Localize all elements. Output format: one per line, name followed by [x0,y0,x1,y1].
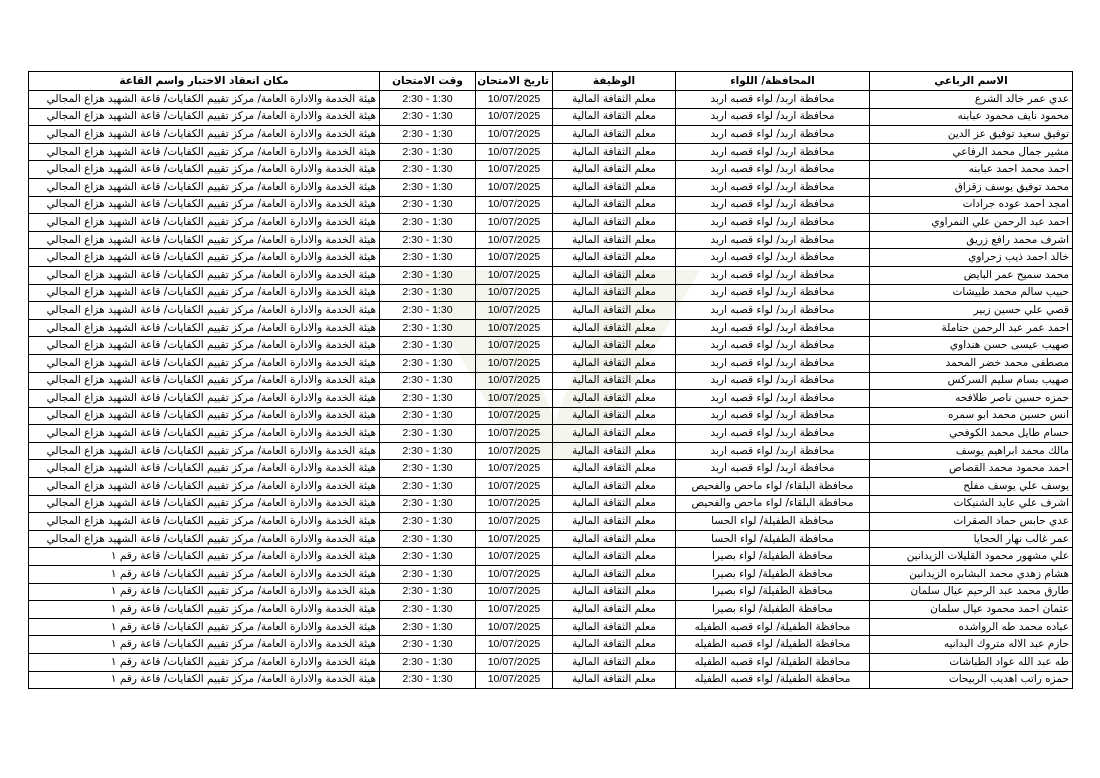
cell-name: مالك محمد ابراهيم يوسف [870,442,1073,460]
cell-date: 10/07/2025 [476,337,553,355]
table-row [29,214,1073,232]
table-row [29,354,1073,372]
table-row [29,548,1073,566]
cell-place: هيئة الخدمة والادارة العامة/ مركز تقييم الكفايات/ قاعة الشهيد هزاع المجالي [29,143,380,161]
cell-time: 2:30 - 1:30 [380,566,476,584]
cell-time: 2:30 - 1:30 [380,513,476,531]
cell-time: 2:30 - 1:30 [380,214,476,232]
cell-job: معلم الثقافة المالية [553,618,676,636]
cell-governorate: محافظة اربد/ لواء قصبه اربد [676,249,870,267]
cell-job: معلم الثقافة المالية [553,478,676,496]
cell-governorate: محافظة اربد/ لواء قصبه اربد [676,390,870,408]
cell-job: معلم الثقافة المالية [553,654,676,672]
table-row [29,249,1073,267]
cell-date: 10/07/2025 [476,284,553,302]
cell-time: 2:30 - 1:30 [380,337,476,355]
cell-name: محمد توفيق يوسف زقزاق [870,178,1073,196]
cell-date: 10/07/2025 [476,654,553,672]
cell-name: صهيب بسام سليم السركس [870,372,1073,390]
cell-time: 2:30 - 1:30 [380,178,476,196]
cell-name: حازم عبد الاله متروك البدانيه [870,636,1073,654]
table-row [29,302,1073,320]
cell-place: هيئة الخدمة والادارة العامة/ مركز تقييم الكفايات/ قاعة الشهيد هزاع المجالي [29,178,380,196]
cell-date: 10/07/2025 [476,425,553,443]
cell-name: احمد محمود محمد القصاص [870,460,1073,478]
exam-schedule-table [28,71,1073,689]
cell-governorate: محافظة اربد/ لواء قصبه اربد [676,442,870,460]
cell-job: معلم الثقافة المالية [553,548,676,566]
cell-date: 10/07/2025 [476,143,553,161]
cell-time: 2:30 - 1:30 [380,143,476,161]
cell-name: مصطفى محمد خضر المحمد [870,354,1073,372]
cell-time: 2:30 - 1:30 [380,249,476,267]
cell-place: هيئة الخدمة والادارة العامة/ مركز تقييم الكفايات/ قاعة الشهيد هزاع المجالي [29,390,380,408]
cell-governorate: محافظة اربد/ لواء قصبه اربد [676,354,870,372]
cell-place: هيئة الخدمة والادارة العامة/ مركز تقييم الكفايات/ قاعة الشهيد هزاع المجالي [29,249,380,267]
cell-place: هيئة الخدمة والادارة العامة/ مركز تقييم الكفايات/ قاعة الشهيد هزاع المجالي [29,214,380,232]
header-job: الوظيفة [553,72,676,91]
table-row [29,654,1073,672]
header-date: تاريخ الامتحان [476,72,553,91]
table-row [29,478,1073,496]
table-row [29,460,1073,478]
table-row [29,513,1073,531]
cell-governorate: محافظة اربد/ لواء قصبه اربد [676,161,870,179]
cell-job: معلم الثقافة المالية [553,442,676,460]
cell-job: معلم الثقافة المالية [553,460,676,478]
cell-place: هيئة الخدمة والادارة العامة/ مركز تقييم الكفايات/ قاعة رقم ١ [29,671,380,689]
cell-place: هيئة الخدمة والادارة العامة/ مركز تقييم الكفايات/ قاعة الشهيد هزاع المجالي [29,302,380,320]
cell-place: هيئة الخدمة والادارة العامة/ مركز تقييم الكفايات/ قاعة الشهيد هزاع المجالي [29,319,380,337]
cell-governorate: محافظة اربد/ لواء قصبه اربد [676,407,870,425]
cell-name: احمد عبد الرحمن علي النمراوي [870,214,1073,232]
cell-governorate: محافظة الطفيلة/ لواء الحسا [676,530,870,548]
cell-date: 10/07/2025 [476,249,553,267]
cell-job: معلم الثقافة المالية [553,249,676,267]
cell-place: هيئة الخدمة والادارة العامة/ مركز تقييم الكفايات/ قاعة الشهيد هزاع المجالي [29,460,380,478]
cell-time: 2:30 - 1:30 [380,284,476,302]
cell-time: 2:30 - 1:30 [380,495,476,513]
cell-governorate: محافظة اربد/ لواء قصبه اربد [676,425,870,443]
cell-name: حمزه حسين ناصر طلافحه [870,390,1073,408]
cell-time: 2:30 - 1:30 [380,671,476,689]
cell-date: 10/07/2025 [476,636,553,654]
cell-time: 2:30 - 1:30 [380,91,476,109]
cell-job: معلم الثقافة المالية [553,513,676,531]
table-row [29,583,1073,601]
cell-time: 2:30 - 1:30 [380,302,476,320]
cell-date: 10/07/2025 [476,196,553,214]
cell-place: هيئة الخدمة والادارة العامة/ مركز تقييم الكفايات/ قاعة الشهيد هزاع المجالي [29,513,380,531]
cell-time: 2:30 - 1:30 [380,196,476,214]
cell-time: 2:30 - 1:30 [380,601,476,619]
table-row [29,530,1073,548]
cell-name: حمزه راتب اهديب الربيحات [870,671,1073,689]
cell-governorate: محافظة اربد/ لواء قصبه اربد [676,319,870,337]
cell-job: معلم الثقافة المالية [553,231,676,249]
cell-job: معلم الثقافة المالية [553,108,676,126]
cell-date: 10/07/2025 [476,178,553,196]
cell-place: هيئة الخدمة والادارة العامة/ مركز تقييم الكفايات/ قاعة رقم ١ [29,654,380,672]
cell-place: هيئة الخدمة والادارة العامة/ مركز تقييم الكفايات/ قاعة الشهيد هزاع المجالي [29,407,380,425]
cell-time: 2:30 - 1:30 [380,530,476,548]
table-row [29,108,1073,126]
cell-place: هيئة الخدمة والادارة العامة/ مركز تقييم الكفايات/ قاعة الشهيد هزاع المجالي [29,126,380,144]
cell-name: محمود نايف محمود عبابنه [870,108,1073,126]
cell-date: 10/07/2025 [476,126,553,144]
cell-governorate: محافظة الطفيلة/ لواء قصبه الطفيله [676,654,870,672]
cell-place: هيئة الخدمة والادارة العامة/ مركز تقييم الكفايات/ قاعة الشهيد هزاع المجالي [29,231,380,249]
cell-name: حبيب سالم محمد طبيشات [870,284,1073,302]
cell-governorate: محافظة اربد/ لواء قصبه اربد [676,196,870,214]
cell-time: 2:30 - 1:30 [380,460,476,478]
cell-job: معلم الثقافة المالية [553,214,676,232]
cell-place: هيئة الخدمة والادارة العامة/ مركز تقييم الكفايات/ قاعة الشهيد هزاع المجالي [29,372,380,390]
cell-place: هيئة الخدمة والادارة العامة/ مركز تقييم الكفايات/ قاعة رقم ١ [29,636,380,654]
cell-place: هيئة الخدمة والادارة العامة/ مركز تقييم الكفايات/ قاعة رقم ١ [29,583,380,601]
cell-place: هيئة الخدمة والادارة العامة/ مركز تقييم الكفايات/ قاعة الشهيد هزاع المجالي [29,530,380,548]
cell-job: معلم الثقافة المالية [553,91,676,109]
table-row [29,266,1073,284]
cell-name: علي مشهور محمود القليلات الزيدانين [870,548,1073,566]
cell-governorate: محافظة اربد/ لواء قصبه اربد [676,460,870,478]
cell-date: 10/07/2025 [476,548,553,566]
cell-job: معلم الثقافة المالية [553,196,676,214]
cell-governorate: محافظة اربد/ لواء قصبه اربد [676,126,870,144]
cell-date: 10/07/2025 [476,354,553,372]
cell-job: معلم الثقافة المالية [553,636,676,654]
cell-governorate: محافظة الطفيلة/ لواء بصيرا [676,601,870,619]
table-row [29,618,1073,636]
table-row [29,196,1073,214]
cell-date: 10/07/2025 [476,495,553,513]
cell-time: 2:30 - 1:30 [380,319,476,337]
cell-time: 2:30 - 1:30 [380,126,476,144]
cell-job: معلم الثقافة المالية [553,425,676,443]
table-row [29,143,1073,161]
table-row [29,126,1073,144]
cell-place: هيئة الخدمة والادارة العامة/ مركز تقييم الكفايات/ قاعة الشهيد هزاع المجالي [29,108,380,126]
table-row [29,319,1073,337]
cell-job: معلم الثقافة المالية [553,407,676,425]
header-name: الاسم الرباعي [870,72,1073,91]
cell-place: هيئة الخدمة والادارة العامة/ مركز تقييم الكفايات/ قاعة الشهيد هزاع المجالي [29,425,380,443]
cell-place: هيئة الخدمة والادارة العامة/ مركز تقييم الكفايات/ قاعة رقم ١ [29,566,380,584]
cell-time: 2:30 - 1:30 [380,618,476,636]
cell-place: هيئة الخدمة والادارة العامة/ مركز تقييم الكفايات/ قاعة الشهيد هزاع المجالي [29,196,380,214]
cell-governorate: محافظة اربد/ لواء قصبه اربد [676,337,870,355]
cell-time: 2:30 - 1:30 [380,108,476,126]
cell-job: معلم الثقافة المالية [553,126,676,144]
table-row [29,407,1073,425]
cell-place: هيئة الخدمة والادارة العامة/ مركز تقييم الكفايات/ قاعة الشهيد هزاع المجالي [29,284,380,302]
cell-name: محمد سميح عمر البايض [870,266,1073,284]
cell-time: 2:30 - 1:30 [380,548,476,566]
cell-job: معلم الثقافة المالية [553,583,676,601]
cell-place: هيئة الخدمة والادارة العامة/ مركز تقييم الكفايات/ قاعة الشهيد هزاع المجالي [29,495,380,513]
cell-time: 2:30 - 1:30 [380,354,476,372]
cell-job: معلم الثقافة المالية [553,319,676,337]
cell-job: معلم الثقافة المالية [553,302,676,320]
cell-place: هيئة الخدمة والادارة العامة/ مركز تقييم الكفايات/ قاعة الشهيد هزاع المجالي [29,478,380,496]
cell-time: 2:30 - 1:30 [380,231,476,249]
cell-governorate: محافظة اربد/ لواء قصبه اربد [676,178,870,196]
cell-name: توفيق سعيد توفيق عز الدين [870,126,1073,144]
cell-date: 10/07/2025 [476,566,553,584]
cell-date: 10/07/2025 [476,161,553,179]
cell-governorate: محافظة اربد/ لواء قصبه اربد [676,284,870,302]
cell-name: خالد احمد ذيب زحراوي [870,249,1073,267]
table-row [29,390,1073,408]
table-row [29,442,1073,460]
cell-date: 10/07/2025 [476,460,553,478]
cell-place: هيئة الخدمة والادارة العامة/ مركز تقييم الكفايات/ قاعة الشهيد هزاع المجالي [29,354,380,372]
cell-governorate: محافظة الطفيلة/ لواء قصبه الطفيله [676,636,870,654]
cell-governorate: محافظة اربد/ لواء قصبه اربد [676,231,870,249]
cell-job: معلم الثقافة المالية [553,266,676,284]
table-body [29,91,1073,689]
cell-place: هيئة الخدمة والادارة العامة/ مركز تقييم الكفايات/ قاعة رقم ١ [29,548,380,566]
cell-date: 10/07/2025 [476,372,553,390]
cell-governorate: محافظة اربد/ لواء قصبه اربد [676,372,870,390]
cell-name: يوسف علي يوسف مفلح [870,478,1073,496]
cell-job: معلم الثقافة المالية [553,495,676,513]
cell-time: 2:30 - 1:30 [380,425,476,443]
header-governorate: المحافظة/ اللواء [676,72,870,91]
cell-name: مشير جمال محمد الرفاعي [870,143,1073,161]
cell-date: 10/07/2025 [476,407,553,425]
cell-date: 10/07/2025 [476,478,553,496]
cell-name: عدي عمر خالد الشرع [870,91,1073,109]
table-row [29,425,1073,443]
cell-governorate: محافظة اربد/ لواء قصبه اربد [676,108,870,126]
cell-job: معلم الثقافة المالية [553,566,676,584]
cell-job: معلم الثقافة المالية [553,601,676,619]
cell-place: هيئة الخدمة والادارة العامة/ مركز تقييم الكفايات/ قاعة رقم ١ [29,601,380,619]
cell-governorate: محافظة اربد/ لواء قصبه اربد [676,266,870,284]
cell-date: 10/07/2025 [476,266,553,284]
cell-job: معلم الثقافة المالية [553,143,676,161]
cell-name: قصي علي حسين زبير [870,302,1073,320]
table-row [29,178,1073,196]
cell-place: هيئة الخدمة والادارة العامة/ مركز تقييم الكفايات/ قاعة رقم ١ [29,618,380,636]
cell-governorate: محافظة اربد/ لواء قصبه اربد [676,143,870,161]
table-row [29,671,1073,689]
cell-date: 10/07/2025 [476,601,553,619]
cell-name: طه عبد الله عواد الطباشات [870,654,1073,672]
cell-date: 10/07/2025 [476,108,553,126]
cell-governorate: محافظة الطفيلة/ لواء قصبه الطفيله [676,618,870,636]
cell-place: هيئة الخدمة والادارة العامة/ مركز تقييم الكفايات/ قاعة الشهيد هزاع المجالي [29,337,380,355]
cell-name: طارق محمد عبد الرحيم عيال سلمان [870,583,1073,601]
cell-name: احمد عمر عبد الرحمن حتاملة [870,319,1073,337]
cell-name: عثمان احمد محمود عيال سلمان [870,601,1073,619]
table-row [29,495,1073,513]
table-row [29,161,1073,179]
cell-time: 2:30 - 1:30 [380,478,476,496]
cell-job: معلم الثقافة المالية [553,284,676,302]
cell-governorate: محافظة الطفيلة/ لواء الحسا [676,513,870,531]
cell-time: 2:30 - 1:30 [380,583,476,601]
cell-job: معلم الثقافة المالية [553,161,676,179]
cell-name: عباده محمد طه الرواشده [870,618,1073,636]
cell-date: 10/07/2025 [476,231,553,249]
cell-time: 2:30 - 1:30 [380,654,476,672]
cell-name: امجد احمد عوده جرادات [870,196,1073,214]
table-row [29,231,1073,249]
cell-governorate: محافظة الطفيلة/ لواء بصيرا [676,566,870,584]
table-row [29,636,1073,654]
cell-time: 2:30 - 1:30 [380,390,476,408]
cell-date: 10/07/2025 [476,530,553,548]
table-row [29,91,1073,109]
cell-job: معلم الثقافة المالية [553,390,676,408]
cell-job: معلم الثقافة المالية [553,178,676,196]
table-row [29,337,1073,355]
cell-name: صهيب عيسى حسن هنداوي [870,337,1073,355]
cell-time: 2:30 - 1:30 [380,372,476,390]
header-time: وقت الامتحان [380,72,476,91]
cell-date: 10/07/2025 [476,671,553,689]
cell-date: 10/07/2025 [476,513,553,531]
cell-governorate: محافظة الطفيلة/ لواء بصيرا [676,548,870,566]
cell-job: معلم الثقافة المالية [553,354,676,372]
cell-name: اشرف علي عايد الشنيكات [870,495,1073,513]
cell-name: اشرف محمد رافع زريق [870,231,1073,249]
cell-governorate: محافظة البلقاء/ لواء ماحص والفحيص [676,478,870,496]
cell-date: 10/07/2025 [476,302,553,320]
cell-governorate: محافظة اربد/ لواء قصبه اربد [676,214,870,232]
cell-name: هشام زهدي محمد البشابره الزيدانين [870,566,1073,584]
table-row [29,372,1073,390]
table-header-row [29,72,1073,91]
cell-date: 10/07/2025 [476,390,553,408]
cell-job: معلم الثقافة المالية [553,337,676,355]
cell-name: انس حسين محمد ابو سمره [870,407,1073,425]
cell-place: هيئة الخدمة والادارة العامة/ مركز تقييم الكفايات/ قاعة الشهيد هزاع المجالي [29,161,380,179]
table-row [29,566,1073,584]
cell-date: 10/07/2025 [476,442,553,460]
cell-governorate: محافظة البلقاء/ لواء ماحص والفحيص [676,495,870,513]
cell-date: 10/07/2025 [476,583,553,601]
cell-name: حسام طايل محمد الكوفحي [870,425,1073,443]
cell-date: 10/07/2025 [476,319,553,337]
cell-governorate: محافظة اربد/ لواء قصبه اربد [676,91,870,109]
cell-place: هيئة الخدمة والادارة العامة/ مركز تقييم الكفايات/ قاعة الشهيد هزاع المجالي [29,442,380,460]
cell-governorate: محافظة الطفيلة/ لواء بصيرا [676,583,870,601]
table-row [29,601,1073,619]
cell-date: 10/07/2025 [476,214,553,232]
cell-governorate: محافظة اربد/ لواء قصبه اربد [676,302,870,320]
cell-governorate: محافظة الطفيلة/ لواء قصبه الطفيله [676,671,870,689]
cell-job: معلم الثقافة المالية [553,372,676,390]
cell-time: 2:30 - 1:30 [380,161,476,179]
header-place: مكان انعقاد الاختبار واسم القاعة [29,72,380,91]
cell-name: عدي حابس حماد الصقرات [870,513,1073,531]
cell-name: عمر غالب نهار الحجايا [870,530,1073,548]
cell-place: هيئة الخدمة والادارة العامة/ مركز تقييم الكفايات/ قاعة الشهيد هزاع المجالي [29,91,380,109]
cell-date: 10/07/2025 [476,618,553,636]
cell-place: هيئة الخدمة والادارة العامة/ مركز تقييم الكفايات/ قاعة الشهيد هزاع المجالي [29,266,380,284]
cell-job: معلم الثقافة المالية [553,671,676,689]
cell-name: احمد محمد احمد عبابنه [870,161,1073,179]
cell-time: 2:30 - 1:30 [380,636,476,654]
cell-time: 2:30 - 1:30 [380,407,476,425]
cell-time: 2:30 - 1:30 [380,266,476,284]
cell-job: معلم الثقافة المالية [553,530,676,548]
cell-time: 2:30 - 1:30 [380,442,476,460]
table-row [29,284,1073,302]
cell-date: 10/07/2025 [476,91,553,109]
